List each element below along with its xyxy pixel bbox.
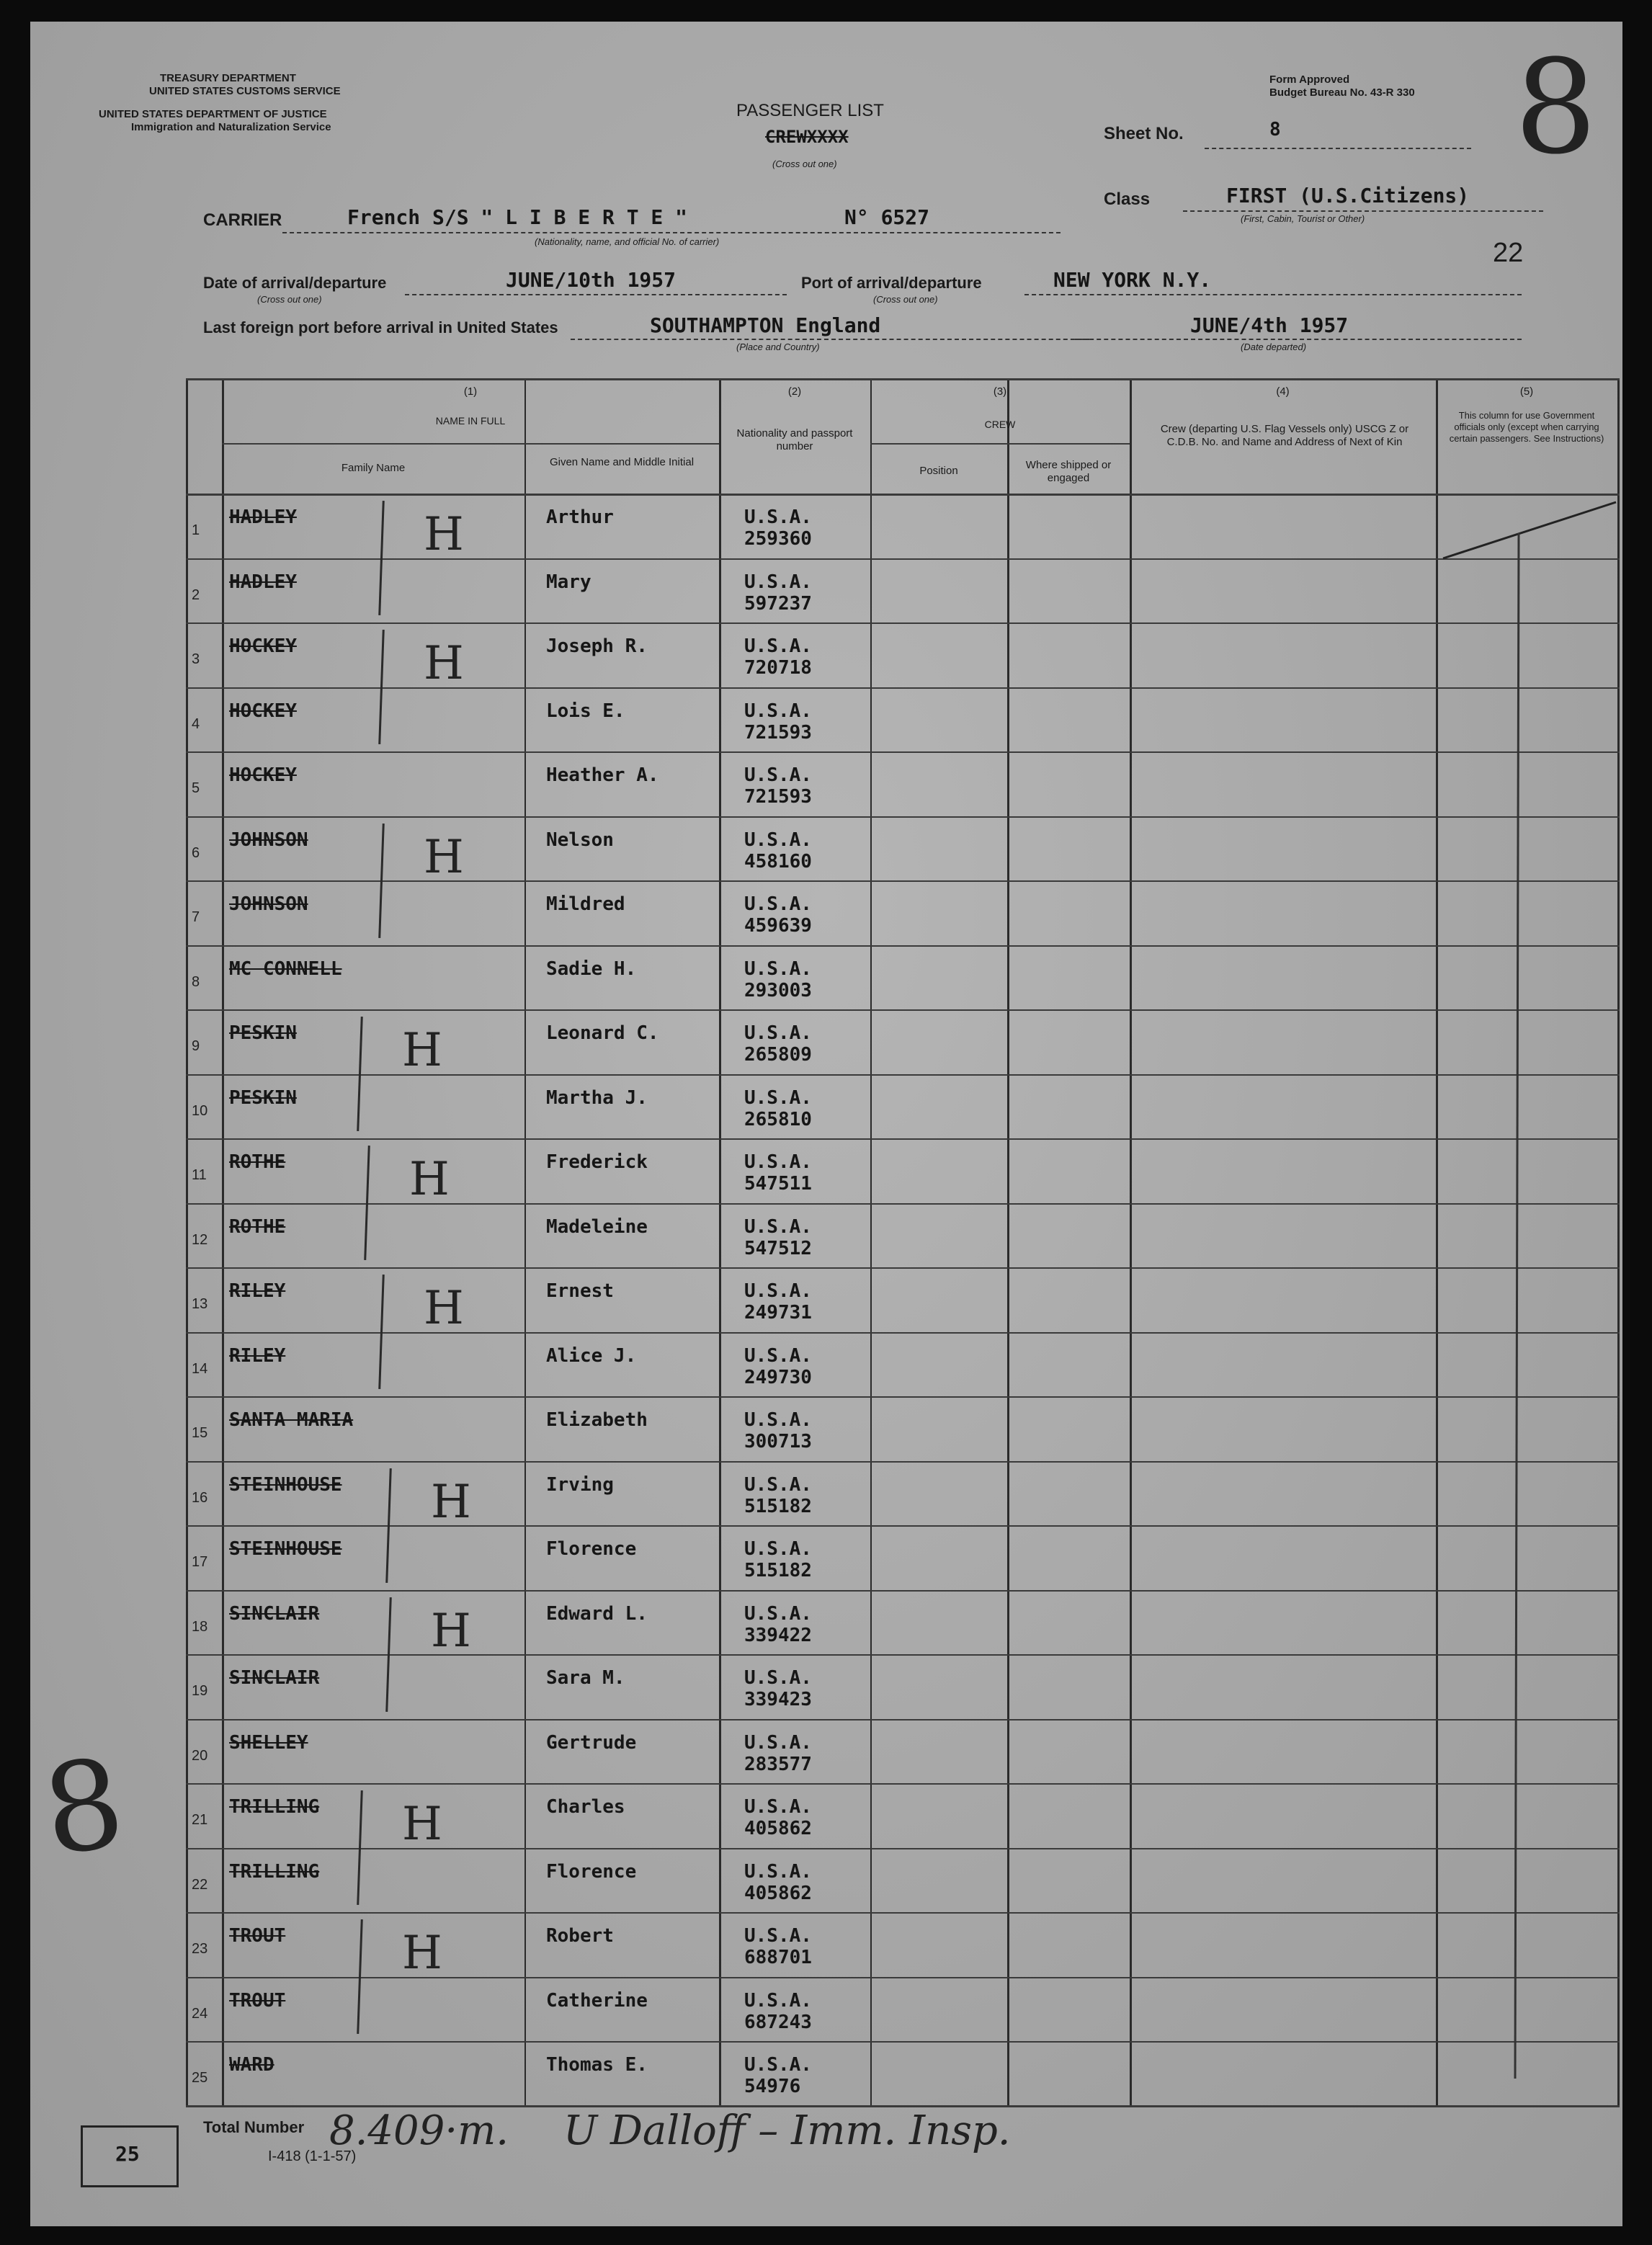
given-name: Florence — [546, 1860, 637, 1883]
given-name: Joseph R. — [546, 635, 648, 657]
row-number: 9 — [192, 1038, 200, 1054]
given-name: Mary — [546, 571, 591, 593]
nationality: U.S.A. — [744, 1280, 812, 1302]
row-divider — [186, 1267, 1620, 1269]
row-divider — [186, 1461, 1620, 1463]
row-divider — [186, 1848, 1620, 1849]
carrier-label: CARRIER — [203, 210, 282, 230]
cross-out-hint: (Cross out one) — [772, 159, 837, 169]
nationality: U.S.A. — [744, 1086, 812, 1109]
passport-number: 265809 — [744, 1044, 812, 1066]
row-number: 21 — [192, 1812, 208, 1828]
handwritten-total: 8.409·m. — [329, 2107, 509, 2154]
given-name: Gertrude — [546, 1731, 637, 1754]
passport-number: 259360 — [744, 528, 812, 550]
col2-title: Nationality and passport number — [736, 427, 853, 452]
row-number: 2 — [192, 586, 200, 603]
passport-number: 300713 — [744, 1431, 812, 1452]
passport-number: 515182 — [744, 1495, 812, 1517]
family-name: RILEY — [229, 1280, 286, 1302]
arrival-cross-hint: (Cross out one) — [257, 294, 322, 305]
nationality: U.S.A. — [744, 764, 812, 786]
given-name: Elizabeth — [546, 1409, 648, 1431]
nationality: U.S.A. — [744, 1731, 812, 1754]
family-name: ROTHE — [229, 1215, 286, 1238]
row-divider — [186, 880, 1620, 882]
family-name: PESKIN — [229, 1086, 297, 1109]
family-name: SANTA MARIA — [229, 1409, 354, 1431]
given-name: Thomas E. — [546, 2054, 648, 2076]
family-name: SINCLAIR — [229, 1667, 320, 1689]
nationality: U.S.A. — [744, 1538, 812, 1560]
row-number: 5 — [192, 780, 200, 796]
given-name: Ernest — [546, 1280, 614, 1302]
arrival-label: Date of arrival/departure — [203, 274, 387, 292]
col5-strike-mark — [1436, 494, 1620, 2107]
col4-title: Crew (departing U.S. Flag Vessels only) USCG Z or C.D.B. No. and Name and Address of Next of Kin — [1160, 423, 1409, 448]
family-name: TROUT — [229, 1925, 286, 1947]
passport-number: 720718 — [744, 657, 812, 679]
carrier-hint: (Nationality, name, and official No. of carrier) — [535, 236, 720, 247]
row-divider — [186, 1396, 1620, 1398]
nationality: U.S.A. — [744, 958, 812, 980]
passport-number: 721593 — [744, 786, 812, 808]
nationality: U.S.A. — [744, 1925, 812, 1947]
dept-immigration: Immigration and Naturalization Service — [131, 121, 331, 133]
row-number: 11 — [192, 1167, 207, 1183]
row-number: 17 — [192, 1554, 208, 1570]
col5-title: This column for use Government officials only (except when carrying certain passengers. See Instructions) — [1449, 410, 1604, 444]
nationality: U.S.A. — [744, 506, 812, 528]
col3-number: (3) — [993, 385, 1007, 398]
row-divider — [186, 1525, 1620, 1527]
nationality: U.S.A. — [744, 1860, 812, 1883]
family-name: STEINHOUSE — [229, 1538, 342, 1560]
row-divider — [186, 1977, 1620, 1978]
passport-number: 405862 — [744, 1882, 812, 1904]
row-number: 1 — [192, 522, 200, 538]
handwritten-h-mark: H — [424, 637, 464, 690]
passport-number: 459639 — [744, 915, 812, 937]
given-name: Nelson — [546, 829, 614, 851]
family-name: TROUT — [229, 1989, 286, 2012]
nationality: U.S.A. — [744, 1151, 812, 1173]
row-divider — [186, 1654, 1620, 1656]
family-name: JOHNSON — [229, 829, 308, 851]
sheet-big-number: 8 — [1514, 32, 1597, 183]
family-name: MC CONNELL — [229, 958, 342, 980]
col2-number: (2) — [787, 385, 802, 398]
col1-number: (1) — [463, 385, 478, 398]
row-divider — [186, 2041, 1620, 2043]
row-divider — [186, 558, 1620, 560]
row-number: 19 — [192, 1683, 208, 1699]
row-number: 4 — [192, 715, 200, 732]
passport-number: 687243 — [744, 2011, 812, 2033]
total-count-box — [81, 2125, 179, 2187]
nationality: U.S.A. — [744, 1667, 812, 1689]
passport-number: 339422 — [744, 1624, 812, 1646]
row-divider — [186, 1203, 1620, 1205]
passport-number: 547511 — [744, 1173, 812, 1195]
given-name: Lois E. — [546, 700, 625, 722]
row-number: 13 — [192, 1296, 208, 1312]
nationality: U.S.A. — [744, 1215, 812, 1238]
carrier-number: N° 6527 — [844, 205, 930, 229]
given-name: Catherine — [546, 1989, 648, 2012]
row-divider — [186, 945, 1620, 947]
row-divider — [186, 751, 1620, 753]
family-name: JOHNSON — [229, 893, 308, 915]
passport-number: 249731 — [744, 1302, 812, 1324]
port-cross-hint: (Cross out one) — [873, 294, 938, 305]
nationality: U.S.A. — [744, 1022, 812, 1044]
row-number: 12 — [192, 1231, 208, 1248]
date-departed-hint: (Date departed) — [1241, 342, 1307, 352]
list-subtitle: CREWXXXX — [765, 127, 849, 147]
form-number: I-418 (1-1-57) — [268, 2148, 357, 2164]
handwritten-h-mark: H — [402, 1024, 442, 1077]
total-label: Total Number — [203, 2118, 305, 2136]
arrival-date: JUNE/10th 1957 — [506, 268, 677, 292]
family-name: HOCKEY — [229, 700, 297, 722]
passport-number: 547512 — [744, 1237, 812, 1259]
given-name: Sara M. — [546, 1667, 625, 1689]
col1-title: NAME IN FULL — [435, 415, 506, 427]
page-count: 22 — [1493, 238, 1524, 268]
passport-number: 597237 — [744, 592, 812, 615]
col4-number: (4) — [1276, 385, 1290, 398]
class-value: FIRST (U.S.Citizens) — [1226, 184, 1470, 207]
given-name: Madeleine — [546, 1215, 648, 1238]
given-name: Heather A. — [546, 764, 659, 786]
dept-treasury: TREASURY DEPARTMENT — [160, 72, 296, 84]
list-title: PASSENGER LIST — [736, 101, 884, 120]
row-divider — [186, 687, 1620, 689]
passport-number: 293003 — [744, 979, 812, 1001]
family-name: SHELLEY — [229, 1731, 308, 1754]
handwritten-h-mark: H — [431, 1475, 471, 1529]
family-name: TRILLING — [229, 1796, 320, 1818]
given-name: Florence — [546, 1538, 637, 1560]
nationality: U.S.A. — [744, 893, 812, 915]
dept-justice: UNITED STATES DEPARTMENT OF JUSTICE — [99, 108, 327, 120]
class-label: Class — [1104, 189, 1151, 209]
given-name: Martha J. — [546, 1086, 648, 1109]
row-number: 25 — [192, 2070, 208, 2086]
nationality: U.S.A. — [744, 1473, 812, 1496]
given-name: Irving — [546, 1473, 614, 1496]
nationality: U.S.A. — [744, 1409, 812, 1431]
nationality: U.S.A. — [744, 2054, 812, 2076]
col5-number: (5) — [1519, 385, 1534, 398]
row-divider — [186, 816, 1620, 818]
given-name: Alice J. — [546, 1344, 637, 1367]
row-number: 14 — [192, 1360, 208, 1377]
row-divider — [186, 1009, 1620, 1011]
nationality: U.S.A. — [744, 1344, 812, 1367]
row-divider — [186, 1783, 1620, 1785]
passport-number: 54976 — [744, 2076, 801, 2097]
family-name: WARD — [229, 2054, 274, 2076]
row-number: 18 — [192, 1618, 208, 1635]
last-port-label: Last foreign port before arrival in United States — [203, 318, 558, 336]
margin-handwritten-mark: 8 — [35, 1731, 133, 1884]
family-name: HADLEY — [229, 506, 297, 528]
col-position: Position — [919, 465, 958, 477]
carrier-value: French S/S " L I B E R T E " — [347, 205, 688, 229]
passport-number: 688701 — [744, 1947, 812, 1968]
row-number: 6 — [192, 844, 200, 861]
place-hint: (Place and Country) — [736, 342, 820, 352]
given-name: Arthur — [546, 506, 614, 528]
row-number: 24 — [192, 2005, 208, 2022]
passport-number: 458160 — [744, 850, 812, 872]
family-name: SINCLAIR — [229, 1602, 320, 1625]
col-where-shipped: Where shipped or engaged — [1025, 459, 1112, 484]
nationality: U.S.A. — [744, 829, 812, 851]
row-divider — [186, 1138, 1620, 1140]
given-name: Robert — [546, 1925, 614, 1947]
total-count: 25 — [115, 2142, 140, 2166]
given-name: Charles — [546, 1796, 625, 1818]
family-name: HOCKEY — [229, 635, 297, 657]
family-name: HADLEY — [229, 571, 297, 593]
passport-number: 339423 — [744, 1689, 812, 1710]
col-given-name: Given Name and Middle Initial — [549, 456, 695, 468]
row-number: 23 — [192, 1941, 208, 1957]
given-name: Frederick — [546, 1151, 648, 1173]
port-value: NEW YORK N.Y. — [1053, 268, 1212, 292]
nationality: U.S.A. — [744, 571, 812, 593]
family-name: RILEY — [229, 1344, 286, 1367]
handwritten-h-mark: H — [424, 1282, 464, 1335]
nationality: U.S.A. — [744, 1989, 812, 2012]
passport-number: 515182 — [744, 1560, 812, 1581]
handwritten-h-mark: H — [402, 1798, 442, 1851]
nationality: U.S.A. — [744, 1602, 812, 1625]
date-departed-value: JUNE/4th 1957 — [1190, 313, 1349, 337]
dept-customs: UNITED STATES CUSTOMS SERVICE — [149, 85, 341, 97]
sheet-value: 8 — [1269, 119, 1281, 140]
row-divider — [186, 1912, 1620, 1914]
passport-number: 249730 — [744, 1366, 812, 1388]
handwritten-h-mark: H — [424, 830, 464, 884]
row-number: 20 — [192, 1747, 208, 1764]
handwritten-h-mark: H — [431, 1604, 471, 1658]
last-port-value: SOUTHAMPTON England — [650, 313, 881, 337]
handwritten-h-mark: H — [409, 1153, 450, 1206]
family-name: HOCKEY — [229, 764, 297, 786]
form-approved: Form Approved — [1269, 73, 1350, 86]
port-label: Port of arrival/departure — [801, 274, 982, 292]
row-divider — [186, 1074, 1620, 1076]
passport-number: 283577 — [744, 1753, 812, 1775]
row-number: 15 — [192, 1425, 208, 1441]
class-hint: (First, Cabin, Tourist or Other) — [1241, 213, 1365, 224]
row-divider — [186, 1332, 1620, 1334]
budget-bureau: Budget Bureau No. 43-R 330 — [1269, 86, 1415, 99]
nationality: U.S.A. — [744, 635, 812, 657]
passenger-list-document — [30, 22, 1622, 2226]
row-number: 16 — [192, 1489, 208, 1506]
given-name: Mildred — [546, 893, 625, 915]
family-name: STEINHOUSE — [229, 1473, 342, 1496]
passport-number: 405862 — [744, 1818, 812, 1839]
given-name: Sadie H. — [546, 958, 637, 980]
row-number: 3 — [192, 651, 200, 667]
family-name: TRILLING — [229, 1860, 320, 1883]
passport-number: 721593 — [744, 721, 812, 744]
family-name: PESKIN — [229, 1022, 297, 1044]
given-name: Leonard C. — [546, 1022, 659, 1044]
row-number: 10 — [192, 1102, 208, 1119]
passenger-table — [186, 378, 1620, 2107]
row-number: 7 — [192, 909, 200, 925]
given-name: Edward L. — [546, 1602, 648, 1625]
nationality: U.S.A. — [744, 700, 812, 722]
sheet-label: Sheet No. — [1104, 124, 1184, 143]
family-name: ROTHE — [229, 1151, 286, 1173]
passport-number: 265810 — [744, 1108, 812, 1130]
row-divider — [186, 622, 1620, 624]
row-number: 22 — [192, 1876, 208, 1893]
row-divider — [186, 1719, 1620, 1720]
nationality: U.S.A. — [744, 1796, 812, 1818]
col-family-name: Family Name — [341, 462, 406, 474]
inspector-signature: U Dalloff – Imm. Insp. — [563, 2107, 1011, 2154]
handwritten-h-mark: H — [402, 1927, 442, 1980]
col3-title: CREW — [984, 419, 1016, 430]
row-divider — [186, 1590, 1620, 1592]
row-number: 8 — [192, 973, 200, 990]
handwritten-h-mark: H — [424, 508, 464, 561]
